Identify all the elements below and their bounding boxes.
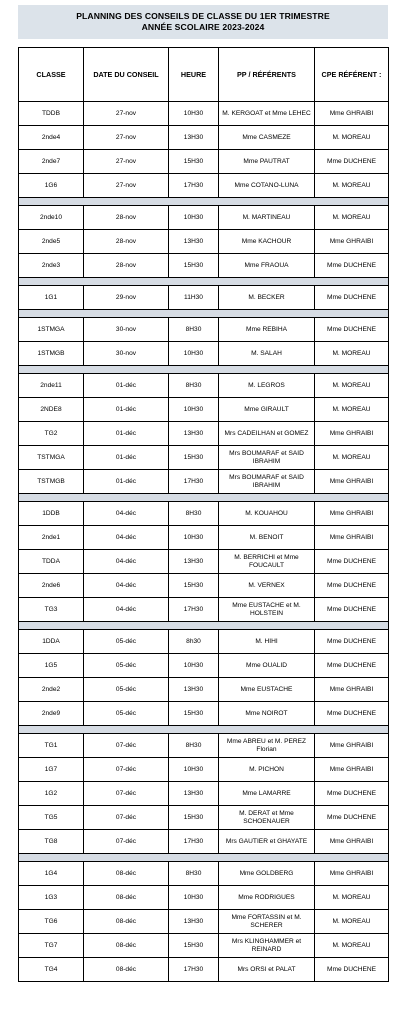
separator-cell — [19, 854, 389, 862]
cell-cpe: Mme GHRAIBI — [315, 422, 389, 446]
cell-classe: TDDA — [19, 550, 84, 574]
table-row — [19, 502, 389, 526]
table-row — [19, 230, 389, 254]
cell-cpe: Mme GHRAIBI — [315, 102, 389, 126]
cell-classe: TG3 — [19, 598, 84, 622]
cell-date: 27-nov — [84, 150, 169, 174]
cell-heure: 15H30 — [169, 574, 219, 598]
cell-heure: 8H30 — [169, 318, 219, 342]
cell-date: 07-déc — [84, 758, 169, 782]
cell-date: 08-déc — [84, 958, 169, 982]
cell-cpe: Mme DUCHENE — [315, 806, 389, 830]
cell-classe: 2nde2 — [19, 678, 84, 702]
cell-pp: Mme LAMARRE — [219, 782, 315, 806]
cell-date: 07-déc — [84, 806, 169, 830]
cell-classe: TSTMGA — [19, 446, 84, 470]
cell-pp: Mme ABREU et M. PEREZ Florian — [219, 734, 315, 758]
cell-date: 04-déc — [84, 598, 169, 622]
cell-classe: 2nde5 — [19, 230, 84, 254]
cell-pp: Mrs ORSI et PALAT — [219, 958, 315, 982]
table-row — [19, 550, 389, 574]
cell-heure: 10H30 — [169, 758, 219, 782]
cell-cpe: Mme DUCHENE — [315, 630, 389, 654]
cell-pp: M. BECKER — [219, 286, 315, 310]
cell-heure: 10H30 — [169, 102, 219, 126]
table-row — [19, 598, 389, 622]
table-row — [19, 422, 389, 446]
cell-date: 04-déc — [84, 574, 169, 598]
cell-cpe: Mme DUCHENE — [315, 702, 389, 726]
cell-heure: 8H30 — [169, 502, 219, 526]
cell-pp: M. LEGROS — [219, 374, 315, 398]
cell-date: 04-déc — [84, 526, 169, 550]
cell-pp: Mrs GAUTIER et GHAYATE — [219, 830, 315, 854]
cell-date: 30-nov — [84, 318, 169, 342]
cell-date: 08-déc — [84, 934, 169, 958]
cell-heure: 10H30 — [169, 342, 219, 366]
cell-heure: 13H30 — [169, 910, 219, 934]
cell-heure: 10H30 — [169, 398, 219, 422]
cell-pp: M. BENOIT — [219, 526, 315, 550]
cell-heure: 17H30 — [169, 174, 219, 198]
table-row — [19, 678, 389, 702]
cell-pp: M. BERRICHI et Mme FOUCAULT — [219, 550, 315, 574]
cell-classe: 2nde10 — [19, 206, 84, 230]
separator-cell — [19, 310, 389, 318]
table-row — [19, 830, 389, 854]
cell-cpe: M. MOREAU — [315, 342, 389, 366]
cell-classe: 1G2 — [19, 782, 84, 806]
cell-cpe: Mme DUCHENE — [315, 598, 389, 622]
cell-pp: Mme EUSTACHE — [219, 678, 315, 702]
table-row — [19, 806, 389, 830]
cell-date: 01-déc — [84, 398, 169, 422]
separator-cell — [19, 366, 389, 374]
cell-date: 07-déc — [84, 734, 169, 758]
cell-classe: TDDB — [19, 102, 84, 126]
cell-classe: 2nde4 — [19, 126, 84, 150]
cell-pp: Mme COTANO-LUNA — [219, 174, 315, 198]
table-row — [19, 734, 389, 758]
cell-heure: 17H30 — [169, 598, 219, 622]
cell-heure: 8H30 — [169, 734, 219, 758]
group-separator — [19, 854, 389, 862]
cell-heure: 13H30 — [169, 782, 219, 806]
cell-date: 28-nov — [84, 230, 169, 254]
page-title: PLANNING DES CONSEILS DE CLASSE DU 1ER TRIMESTRE — [76, 11, 330, 21]
cell-classe: TG4 — [19, 958, 84, 982]
cell-classe: TG7 — [19, 934, 84, 958]
cell-cpe: Mme DUCHENE — [315, 550, 389, 574]
header-row — [19, 48, 389, 102]
table-row — [19, 446, 389, 470]
cell-classe: 2nde3 — [19, 254, 84, 278]
cell-date: 05-déc — [84, 702, 169, 726]
cell-heure: 10H30 — [169, 886, 219, 910]
group-separator — [19, 494, 389, 502]
separator-cell — [19, 278, 389, 286]
cell-classe: 2NDE8 — [19, 398, 84, 422]
cell-date: 27-nov — [84, 102, 169, 126]
cell-date: 07-déc — [84, 782, 169, 806]
cell-classe: 2nde11 — [19, 374, 84, 398]
cell-cpe: Mme GHRAIBI — [315, 230, 389, 254]
separator-cell — [19, 494, 389, 502]
cell-cpe: Mme DUCHENE — [315, 150, 389, 174]
cell-pp: Mme FRAOUA — [219, 254, 315, 278]
cell-date: 05-déc — [84, 654, 169, 678]
table-row — [19, 318, 389, 342]
header-cpe: CPE RÉFÉRENT : — [315, 48, 389, 102]
cell-heure: 15H30 — [169, 254, 219, 278]
cell-cpe: Mme DUCHENE — [315, 654, 389, 678]
cell-date: 27-nov — [84, 174, 169, 198]
cell-classe: TG5 — [19, 806, 84, 830]
cell-heure: 13H30 — [169, 230, 219, 254]
group-separator — [19, 622, 389, 630]
cell-heure: 15H30 — [169, 934, 219, 958]
cell-heure: 17H30 — [169, 830, 219, 854]
cell-heure: 13H30 — [169, 126, 219, 150]
cell-heure: 10H30 — [169, 206, 219, 230]
table-row — [19, 934, 389, 958]
cell-cpe: M. MOREAU — [315, 206, 389, 230]
table-row — [19, 374, 389, 398]
cell-pp: Mme CASMEZE — [219, 126, 315, 150]
cell-date: 01-déc — [84, 422, 169, 446]
cell-pp: M. HIHI — [219, 630, 315, 654]
cell-classe: 2nde9 — [19, 702, 84, 726]
cell-cpe: Mme GHRAIBI — [315, 758, 389, 782]
cell-cpe: Mme DUCHENE — [315, 286, 389, 310]
cell-heure: 10H30 — [169, 654, 219, 678]
header-pp: PP / RÉFÉRENTS — [219, 48, 315, 102]
cell-cpe: M. MOREAU — [315, 934, 389, 958]
cell-pp: Mme GIRAULT — [219, 398, 315, 422]
cell-pp: M. KERGOAT et Mme LEHEC — [219, 102, 315, 126]
table-row — [19, 630, 389, 654]
cell-date: 01-déc — [84, 446, 169, 470]
cell-cpe: M. MOREAU — [315, 374, 389, 398]
cell-heure: 17H30 — [169, 470, 219, 494]
cell-date: 07-déc — [84, 830, 169, 854]
table-row — [19, 886, 389, 910]
table-row — [19, 254, 389, 278]
table-row — [19, 398, 389, 422]
cell-heure: 13H30 — [169, 422, 219, 446]
cell-cpe: M. MOREAU — [315, 126, 389, 150]
table-row — [19, 206, 389, 230]
cell-date: 05-déc — [84, 678, 169, 702]
title-banner — [18, 5, 388, 39]
cell-heure: 11H30 — [169, 286, 219, 310]
separator-cell — [19, 198, 389, 206]
cell-pp: Mme NOIROT — [219, 702, 315, 726]
table-row — [19, 102, 389, 126]
cell-pp: Mrs KLINGHAMMER et REINARD — [219, 934, 315, 958]
cell-classe: 1DDB — [19, 502, 84, 526]
cell-pp: M. SALAH — [219, 342, 315, 366]
header-classe: CLASSE — [19, 48, 84, 102]
page-subtitle: ANNÉE SCOLAIRE 2023-2024 — [141, 22, 265, 32]
table-row — [19, 342, 389, 366]
cell-pp: Mme OUALID — [219, 654, 315, 678]
table-row — [19, 702, 389, 726]
cell-heure: 15H30 — [169, 806, 219, 830]
table-row — [19, 782, 389, 806]
cell-classe: TSTMGB — [19, 470, 84, 494]
cell-cpe: M. MOREAU — [315, 174, 389, 198]
cell-date: 01-déc — [84, 374, 169, 398]
group-separator — [19, 726, 389, 734]
cell-classe: 2nde7 — [19, 150, 84, 174]
cell-pp: Mrs BOUMARAF et SAID IBRAHIM — [219, 446, 315, 470]
cell-classe: TG2 — [19, 422, 84, 446]
cell-heure: 10H30 — [169, 526, 219, 550]
cell-cpe: Mme GHRAIBI — [315, 502, 389, 526]
table-row — [19, 470, 389, 494]
cell-date: 04-déc — [84, 502, 169, 526]
cell-classe: 1G3 — [19, 886, 84, 910]
cell-cpe: Mme GHRAIBI — [315, 734, 389, 758]
cell-date: 08-déc — [84, 862, 169, 886]
cell-classe: TG8 — [19, 830, 84, 854]
cell-cpe: Mme DUCHENE — [315, 782, 389, 806]
table-row — [19, 654, 389, 678]
cell-pp: M. MARTINEAU — [219, 206, 315, 230]
cell-heure: 8H30 — [169, 862, 219, 886]
cell-cpe: Mme DUCHENE — [315, 254, 389, 278]
table-row — [19, 910, 389, 934]
group-separator — [19, 366, 389, 374]
cell-classe: 1G1 — [19, 286, 84, 310]
cell-pp: M. KOUAHOU — [219, 502, 315, 526]
cell-classe: 1DDA — [19, 630, 84, 654]
cell-date: 29-nov — [84, 286, 169, 310]
cell-classe: 1STMGB — [19, 342, 84, 366]
table-row — [19, 174, 389, 198]
cell-heure: 8h30 — [169, 630, 219, 654]
group-separator — [19, 310, 389, 318]
table-row — [19, 286, 389, 310]
cell-heure: 17H30 — [169, 958, 219, 982]
cell-date: 04-déc — [84, 550, 169, 574]
cell-classe: 1G5 — [19, 654, 84, 678]
cell-pp: Mrs CADEILHAN et GOMEZ — [219, 422, 315, 446]
cell-classe: 1G4 — [19, 862, 84, 886]
table-row — [19, 862, 389, 886]
cell-cpe: Mme GHRAIBI — [315, 678, 389, 702]
cell-cpe: Mme GHRAIBI — [315, 526, 389, 550]
cell-heure: 13H30 — [169, 678, 219, 702]
table-row — [19, 126, 389, 150]
cell-classe: 1G7 — [19, 758, 84, 782]
table-row — [19, 574, 389, 598]
cell-heure: 15H30 — [169, 150, 219, 174]
cell-date: 08-déc — [84, 910, 169, 934]
header-heure: HEURE — [169, 48, 219, 102]
table-row — [19, 758, 389, 782]
cell-classe: TG6 — [19, 910, 84, 934]
cell-cpe: Mme GHRAIBI — [315, 830, 389, 854]
cell-classe: 1STMGA — [19, 318, 84, 342]
cell-pp: Mme RODRIGUES — [219, 886, 315, 910]
cell-date: 27-nov — [84, 126, 169, 150]
cell-classe: 1G6 — [19, 174, 84, 198]
cell-pp: Mrs BOUMARAF et SAID IBRAHIM — [219, 470, 315, 494]
cell-cpe: M. MOREAU — [315, 398, 389, 422]
schedule-table — [18, 47, 389, 982]
group-separator — [19, 198, 389, 206]
cell-pp: Mme GOLDBERG — [219, 862, 315, 886]
cell-pp: Mme REBIHA — [219, 318, 315, 342]
cell-classe: 2nde6 — [19, 574, 84, 598]
cell-pp: Mme KACHOUR — [219, 230, 315, 254]
cell-cpe: Mme DUCHENE — [315, 958, 389, 982]
cell-pp: Mme EUSTACHE et M. HOLSTEIN — [219, 598, 315, 622]
cell-cpe: M. MOREAU — [315, 446, 389, 470]
table-header — [19, 48, 389, 102]
cell-date: 30-nov — [84, 342, 169, 366]
cell-heure: 15H30 — [169, 702, 219, 726]
cell-date: 08-déc — [84, 886, 169, 910]
cell-pp: Mme PAUTRAT — [219, 150, 315, 174]
cell-heure: 13H30 — [169, 550, 219, 574]
cell-date: 05-déc — [84, 630, 169, 654]
cell-classe: TG1 — [19, 734, 84, 758]
cell-cpe: Mme DUCHENE — [315, 318, 389, 342]
cell-classe: 2nde1 — [19, 526, 84, 550]
cell-heure: 8H30 — [169, 374, 219, 398]
cell-pp: M. PICHON — [219, 758, 315, 782]
cell-cpe: Mme GHRAIBI — [315, 862, 389, 886]
table-row — [19, 958, 389, 982]
table-row — [19, 526, 389, 550]
cell-pp: M. VERNEX — [219, 574, 315, 598]
cell-cpe: Mme GHRAIBI — [315, 470, 389, 494]
cell-date: 28-nov — [84, 206, 169, 230]
group-separator — [19, 278, 389, 286]
header-date: DATE DU CONSEIL — [84, 48, 169, 102]
cell-heure: 15H30 — [169, 446, 219, 470]
cell-cpe: M. MOREAU — [315, 910, 389, 934]
cell-date: 28-nov — [84, 254, 169, 278]
cell-pp: M. DERAT et Mme SCHOENAUER — [219, 806, 315, 830]
cell-cpe: Mme DUCHENE — [315, 574, 389, 598]
cell-cpe: M. MOREAU — [315, 886, 389, 910]
table-body — [19, 102, 389, 982]
separator-cell — [19, 622, 389, 630]
cell-pp: Mme FORTASSIN et M. SCHERER — [219, 910, 315, 934]
table-row — [19, 150, 389, 174]
separator-cell — [19, 726, 389, 734]
cell-date: 01-déc — [84, 470, 169, 494]
